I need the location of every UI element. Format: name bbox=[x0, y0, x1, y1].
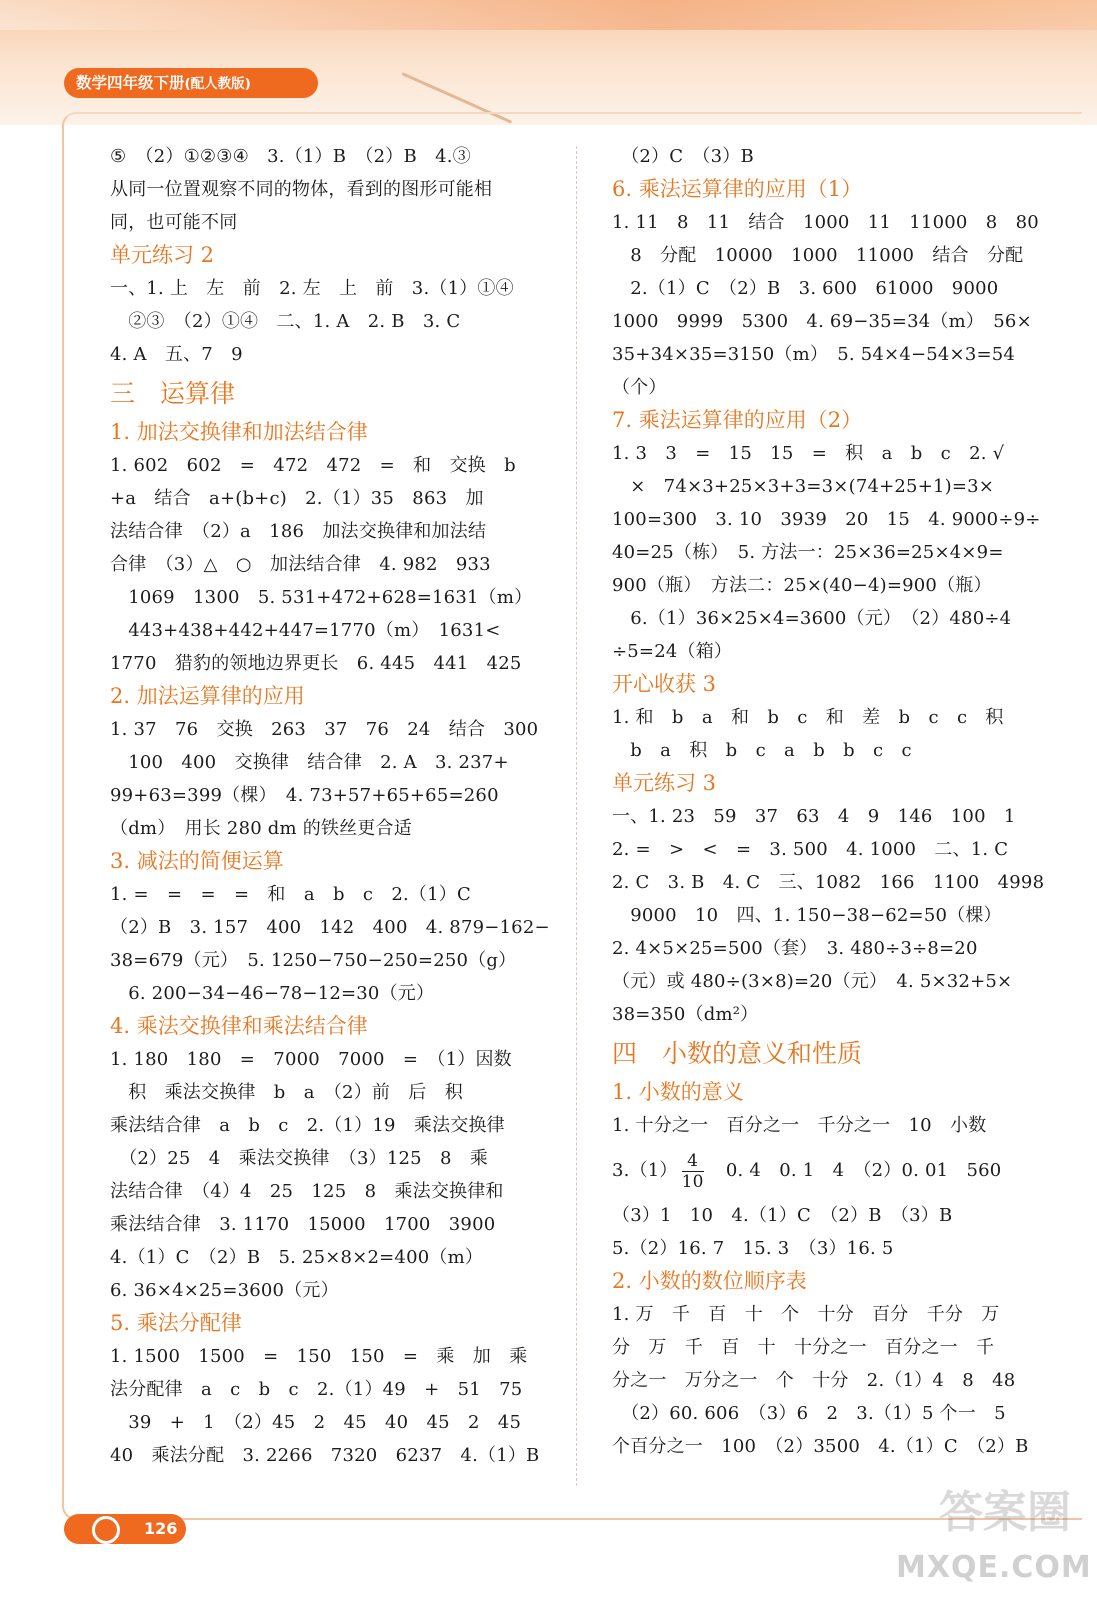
answer-line: 2.（1）C （2）B 3. 600 61000 9000 bbox=[612, 278, 999, 299]
answer-line: 8 分配 10000 1000 11000 结合 分配 bbox=[612, 245, 1024, 266]
section-heading: 单元练习 3 bbox=[612, 771, 717, 795]
answer-text: 0. 4 0. 1 4 （2）0. 01 560 bbox=[707, 1160, 1002, 1181]
section-heading: 1. 加法交换律和加法结合律 bbox=[110, 420, 368, 444]
watermark-logo: 答案圈 bbox=[939, 1487, 1071, 1538]
answer-line: 分 万 千 百 十 十分之一 百分之一 千 bbox=[612, 1337, 995, 1358]
answer-line: 38=350（dm²） bbox=[612, 1004, 759, 1025]
answer-line: 法分配律 a c b c 2.（1）49 + 51 75 bbox=[110, 1379, 523, 1400]
answer-line: 一、1. 23 59 37 63 4 9 146 100 1 bbox=[612, 806, 1016, 827]
fraction bbox=[682, 1151, 704, 1192]
answer-line: 1. 十分之一 百分之一 千分之一 10 小数 bbox=[612, 1115, 987, 1136]
answer-line: （2）B 3. 157 400 142 400 4. 879−162− bbox=[110, 917, 550, 938]
answer-line: ÷5=24（箱） bbox=[612, 641, 733, 662]
page-number: 126 bbox=[144, 1519, 178, 1538]
answer-line: 1. 11 8 11 结合 1000 11 11000 8 80 bbox=[612, 212, 1039, 233]
answer-line: （2）60. 606 （3）6 2 3.（1）5 个一 5 bbox=[612, 1403, 1006, 1424]
answer-line: 900（瓶） 方法二：25×(40−4)=900（瓶） bbox=[612, 575, 992, 596]
answer-line: 4. A 五、7 9 bbox=[110, 344, 243, 365]
book-edition: (配人教版) bbox=[184, 76, 251, 92]
answer-line: 100 400 交换律 结合律 2. A 3. 237+ bbox=[110, 752, 509, 773]
top-color-streak bbox=[0, 0, 1097, 30]
section-heading: 7. 乘法运算律的应用（2） bbox=[612, 408, 863, 432]
answer-line: 2. C 3. B 4. C 三、1082 166 1100 4998 bbox=[612, 872, 1045, 893]
answer-line: 个百分之一 100 （2）3500 4.（1）C （2）B bbox=[612, 1436, 1029, 1457]
answer-line: 4.（1）C （2）B 5. 25×8×2=400（m） bbox=[110, 1247, 484, 1268]
answer-line: 1. 37 76 交换 263 37 76 24 结合 300 bbox=[110, 719, 539, 740]
answer-line: （元）或 480÷(3×8)=20（元） 4. 5×32+5× bbox=[612, 971, 1013, 992]
answer-line: 39 + 1 （2）45 2 45 40 45 2 45 bbox=[110, 1412, 522, 1433]
answer-line: 6.（1）36×25×4=3600（元） （2）480÷4 bbox=[612, 608, 1012, 629]
section-heading: 开心收获 3 bbox=[612, 672, 717, 696]
fraction-numerator: 4 bbox=[682, 1151, 704, 1172]
answer-line: 同，也可能不同 bbox=[110, 212, 238, 233]
left-answer-column bbox=[110, 140, 548, 1472]
answer-line: （2）C （3）B bbox=[612, 146, 754, 167]
book-title-tag bbox=[64, 68, 318, 98]
section-heading: 2. 加法运算律的应用 bbox=[110, 684, 305, 708]
answer-line: 合律 （3）△ ○ 加法结合律 4. 982 933 bbox=[110, 554, 491, 575]
answer-line: 1770 猎豹的领地边界更长 6. 445 441 425 bbox=[110, 653, 522, 674]
unit-heading: 四 小数的意义和性质 bbox=[612, 1039, 863, 1068]
section-heading: 1. 小数的意义 bbox=[612, 1080, 744, 1104]
answer-line: 1. 1500 1500 = 150 150 = 乘 加 乘 bbox=[110, 1346, 528, 1367]
answer-line: （2）25 4 乘法交换律 （3）125 8 乘 bbox=[110, 1148, 489, 1169]
answer-line: 40=25（栋） 5. 方法一：25×36=25×4×9= bbox=[612, 542, 1004, 563]
answer-line: 99+63=399（棵） 4. 73+57+65+65=260 bbox=[110, 785, 499, 806]
answer-line: 1. 和 b a 和 b c 和 差 b c c 积 bbox=[612, 707, 1004, 728]
answer-line: 1. 万 千 百 十 个 十分 百分 千分 万 bbox=[612, 1304, 1000, 1325]
answer-line: 从同一位置观察不同的物体，看到的图形可能相 bbox=[110, 179, 493, 200]
answer-line: 1000 9999 5300 4. 69−35=34（m） 56× bbox=[612, 311, 1032, 332]
answer-line: 1. 602 602 = 472 472 = 和 交换 b bbox=[110, 455, 516, 476]
watermark-url: MXQE.COM bbox=[896, 1550, 1092, 1585]
answer-line: 法结合律 （4）4 25 125 8 乘法交换律和 bbox=[110, 1181, 504, 1202]
answer-line: 35+34×35=3150（m） 5. 54×4−54×3=54 bbox=[612, 344, 1016, 365]
answer-line: 分之一 万分之一 个 十分 2.（1）4 8 48 bbox=[612, 1370, 1016, 1391]
answer-line: 6. 200−34−46−78−12=30（元） bbox=[110, 983, 435, 1004]
answer-line: × 74×3+25×3+3=3×(74+25+1)=3× bbox=[612, 476, 995, 497]
answer-line: ⑤ （2）①②③④ 3.（1）B （2）B 4.③ bbox=[110, 146, 471, 167]
answer-line: 乘法结合律 3. 1170 15000 1700 3900 bbox=[110, 1214, 496, 1235]
page-number-badge bbox=[64, 1514, 186, 1544]
answer-line: 5.（2）16. 7 15. 3 （3）16. 5 bbox=[612, 1238, 894, 1259]
section-heading: 单元练习 2 bbox=[110, 243, 215, 267]
answer-line bbox=[612, 1142, 1052, 1199]
answer-line: 积 乘法交换律 b a （2）前 后 积 bbox=[110, 1082, 463, 1103]
answer-line: 443+438+442+447=1770（m） 1631< bbox=[110, 620, 501, 641]
answer-line: 2. 4×5×25=500（套） 3. 480÷3÷8=20 bbox=[612, 938, 978, 959]
answer-line: 1. 3 3 = 15 15 = 积 a b c 2. √ bbox=[612, 443, 1005, 464]
answer-line: 100=300 3. 10 3939 20 15 4. 9000÷9÷ bbox=[612, 509, 1041, 530]
section-heading: 2. 小数的数位顺序表 bbox=[612, 1269, 807, 1293]
answer-line: 法结合律 （2）a 186 加法交换律和加法结 bbox=[110, 521, 487, 542]
answer-line: 38=679（元） 5. 1250−750−250=250（g） bbox=[110, 950, 517, 971]
answer-line: 40 乘法分配 3. 2266 7320 6237 4.（1）B bbox=[110, 1445, 540, 1466]
answer-text: 3.（1） bbox=[612, 1160, 678, 1181]
section-heading: 4. 乘法交换律和乘法结合律 bbox=[110, 1014, 368, 1038]
right-answer-column bbox=[612, 140, 1052, 1463]
answer-line: b a 积 b c a b b c c bbox=[612, 740, 912, 761]
section-heading: 6. 乘法运算律的应用（1） bbox=[612, 177, 863, 201]
answer-line: 9000 10 四、1. 150−38−62=50（棵） bbox=[612, 905, 1002, 926]
answer-line: （个） bbox=[612, 377, 667, 398]
answer-line: 1. 180 180 = 7000 7000 = （1）因数 bbox=[110, 1049, 512, 1070]
answer-line: +a 结合 a+(b+c) 2.（1）35 863 加 bbox=[110, 488, 484, 509]
page-ring-icon bbox=[92, 1516, 120, 1544]
fraction-denominator: 10 bbox=[681, 1171, 704, 1192]
answer-line: 一、1. 上 左 前 2. 左 上 前 3.（1）①④ bbox=[110, 278, 514, 299]
section-heading: 3. 减法的简便运算 bbox=[110, 849, 284, 873]
book-title: 数学四年级下册 bbox=[76, 74, 185, 92]
column-divider bbox=[576, 146, 577, 1486]
answer-line: 6. 36×4×25=3600（元） bbox=[110, 1280, 339, 1301]
unit-heading: 三 运算律 bbox=[110, 379, 236, 408]
answer-line: 乘法结合律 a b c 2.（1）19 乘法交换律 bbox=[110, 1115, 505, 1136]
answer-line: 2. = > < = 3. 500 4. 1000 二、1. C bbox=[612, 839, 1009, 860]
section-heading: 5. 乘法分配律 bbox=[110, 1311, 242, 1335]
answer-line: 1069 1300 5. 531+472+628=1631（m） bbox=[110, 587, 533, 608]
answer-line: （dm） 用长 280 dm 的铁丝更合适 bbox=[110, 818, 412, 839]
answer-line: （3）1 10 4.（1）C （2）B （3）B bbox=[612, 1205, 953, 1226]
answer-line: 1. = = = = 和 a b c 2.（1）C bbox=[110, 884, 471, 905]
answer-line: ②③ （2）①④ 二、1. A 2. B 3. C bbox=[110, 311, 461, 332]
